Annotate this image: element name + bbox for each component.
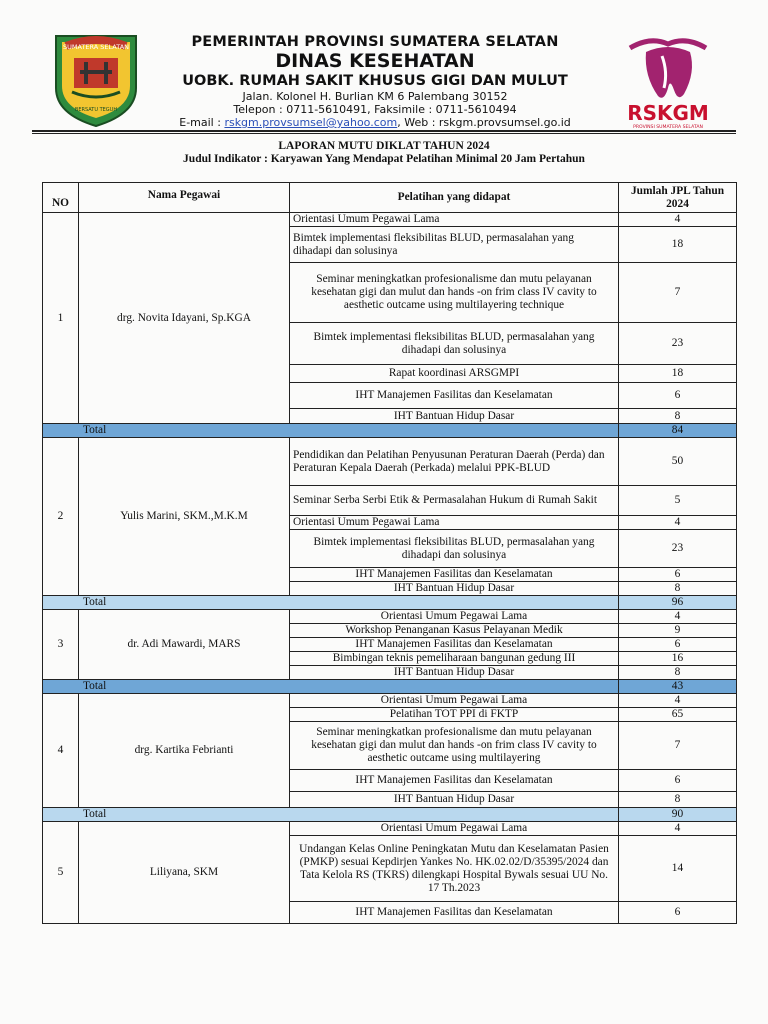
total-value: 43 bbox=[619, 680, 737, 694]
table-row bbox=[43, 438, 737, 486]
row-number: 5 bbox=[43, 822, 79, 924]
training-cell: IHT Manajemen Fasilitas dan Keselamatan bbox=[290, 902, 619, 924]
training-cell: Bimtek implementasi fleksibilitas BLUD, permasalahan yang dihadapi dan solusinya bbox=[290, 323, 619, 365]
hours-cell: 8 bbox=[619, 582, 737, 596]
agency-name: DINAS KESEHATAN bbox=[275, 50, 475, 72]
hours-cell: 6 bbox=[619, 902, 737, 924]
training-cell: Workshop Penanganan Kasus Pelayanan Medik bbox=[290, 624, 619, 638]
hours-cell: 6 bbox=[619, 638, 737, 652]
hours-cell: 65 bbox=[619, 708, 737, 722]
hours-cell: 4 bbox=[619, 213, 737, 227]
total-value: 90 bbox=[619, 808, 737, 822]
row-number: 3 bbox=[43, 610, 79, 680]
training-cell: IHT Manajemen Fasilitas dan Keselamatan bbox=[290, 383, 619, 409]
hours-cell: 8 bbox=[619, 409, 737, 424]
rskgm-subtext: PROVINSI SUMATERA SELATAN bbox=[633, 125, 703, 130]
table-row bbox=[43, 610, 737, 624]
training-cell: Bimbingan teknis pemeliharaan bangunan gedung III bbox=[290, 652, 619, 666]
total-row bbox=[43, 424, 737, 438]
col-header-no: NO bbox=[43, 183, 79, 213]
phone-fax: Telepon : 0711-5610491, Faksimile : 0711-5610494 bbox=[233, 103, 517, 116]
col-header-name: Nama Pegawai bbox=[79, 183, 290, 213]
hours-cell: 23 bbox=[619, 323, 737, 365]
training-cell: IHT Bantuan Hidup Dasar bbox=[290, 792, 619, 808]
contact-line bbox=[110, 116, 640, 129]
training-cell: Seminar Serba Serbi Etik & Permasalahan Hukum di Rumah Sakit bbox=[290, 486, 619, 516]
rskgm-logo-icon bbox=[610, 32, 728, 130]
employee-name: Yulis Marini, SKM.,M.K.M bbox=[79, 438, 290, 596]
hours-cell: 9 bbox=[619, 624, 737, 638]
col-header-training: Pelatihan yang didapat bbox=[290, 183, 619, 213]
training-cell: IHT Bantuan Hidup Dasar bbox=[290, 409, 619, 424]
training-cell: IHT Bantuan Hidup Dasar bbox=[290, 666, 619, 680]
training-cell: IHT Manajemen Fasilitas dan Keselamatan bbox=[290, 638, 619, 652]
hours-cell: 6 bbox=[619, 568, 737, 582]
training-cell: Seminar meningkatkan profesionalisme dan mutu pelayanan kesehatan gigi dan mulut dan hands -on frim class IV cavity to aesthetic outcame using multilayering technique bbox=[290, 263, 619, 323]
hours-cell: 4 bbox=[619, 694, 737, 708]
rskgm-wordmark: RSKGM bbox=[627, 101, 709, 125]
total-value: 96 bbox=[619, 596, 737, 610]
hours-cell: 7 bbox=[619, 263, 737, 323]
hours-cell: 6 bbox=[619, 383, 737, 409]
hours-cell: 7 bbox=[619, 722, 737, 770]
col-header-hours: Jumlah JPL Tahun 2024 bbox=[619, 183, 737, 213]
email-link[interactable]: rskgm.provsumsel@yahoo.com bbox=[224, 116, 398, 129]
report-title: LAPORAN MUTU DIKLAT TAHUN 2024 bbox=[278, 140, 490, 152]
training-cell: Bimtek implementasi fleksibilitas BLUD, permasalahan yang dihadapi dan solusinya bbox=[290, 227, 619, 263]
training-cell: Pelatihan TOT PPI di FKTP bbox=[290, 708, 619, 722]
hours-cell: 14 bbox=[619, 836, 737, 902]
row-number: 4 bbox=[43, 694, 79, 808]
training-cell: IHT Manajemen Fasilitas dan Keselamatan bbox=[290, 568, 619, 582]
training-cell: IHT Bantuan Hidup Dasar bbox=[290, 582, 619, 596]
training-cell: Pendidikan dan Pelatihan Penyusunan Peraturan Daerah (Perda) dan Peraturan Kepala Daerah (Perkada) melalui PPK-BLUD bbox=[290, 438, 619, 486]
training-cell: IHT Manajemen Fasilitas dan Keselamatan bbox=[290, 770, 619, 792]
hours-cell: 6 bbox=[619, 770, 737, 792]
training-table bbox=[42, 182, 737, 924]
report-heading bbox=[0, 140, 768, 166]
hours-cell: 18 bbox=[619, 365, 737, 383]
table-row bbox=[43, 213, 737, 227]
training-cell: Undangan Kelas Online Peningkatan Mutu dan Keselamatan Pasien (PMKP) sesuai Kepdirjen Yankes No. HK.02.02/D/35395/2024 dan Tata Kelola RS (TKRS) dilengkapi Hospital Bywals sesuai UU No. 17 Th.2023 bbox=[290, 836, 619, 902]
government-name: PEMERINTAH PROVINSI SUMATERA SELATAN bbox=[191, 34, 559, 50]
training-cell: Orientasi Umum Pegawai Lama bbox=[290, 516, 619, 530]
emblem-ribbon-text: BERSATU TEGUH bbox=[74, 107, 118, 113]
total-row bbox=[43, 596, 737, 610]
header-divider-thin bbox=[32, 133, 736, 134]
training-cell: Bimtek implementasi fleksibilitas BLUD, permasalahan yang dihadapi dan solusinya bbox=[290, 530, 619, 568]
hospital-name: UOBK. RUMAH SAKIT KHUSUS GIGI DAN MULUT bbox=[182, 73, 568, 89]
hours-cell: 4 bbox=[619, 610, 737, 624]
total-row bbox=[43, 680, 737, 694]
total-value: 84 bbox=[619, 424, 737, 438]
training-cell: Orientasi Umum Pegawai Lama bbox=[290, 822, 619, 836]
hours-cell: 8 bbox=[619, 792, 737, 808]
website: , Web : rskgm.provsumsel.go.id bbox=[397, 116, 571, 129]
employee-name: dr. Adi Mawardi, MARS bbox=[79, 610, 290, 680]
hours-cell: 4 bbox=[619, 516, 737, 530]
training-cell: Rapat koordinasi ARSGMPI bbox=[290, 365, 619, 383]
email-label: E-mail : bbox=[179, 116, 225, 129]
report-subtitle: Judul Indikator : Karyawan Yang Mendapat Pelatihan Minimal 20 Jam Pertahun bbox=[183, 153, 585, 165]
hours-cell: 50 bbox=[619, 438, 737, 486]
employee-name: Liliyana, SKM bbox=[79, 822, 290, 924]
hours-cell: 4 bbox=[619, 822, 737, 836]
total-label: Total bbox=[43, 680, 619, 694]
row-number: 2 bbox=[43, 438, 79, 596]
employee-name: drg. Kartika Febrianti bbox=[79, 694, 290, 808]
emblem-text: SUMATERA SELATAN bbox=[63, 43, 129, 51]
total-label: Total bbox=[43, 596, 619, 610]
row-number: 1 bbox=[43, 213, 79, 424]
training-cell: Orientasi Umum Pegawai Lama bbox=[290, 610, 619, 624]
total-row bbox=[43, 808, 737, 822]
training-cell: Orientasi Umum Pegawai Lama bbox=[290, 213, 619, 227]
training-cell: Seminar meningkatkan profesionalisme dan mutu pelayanan kesehatan gigi dan mulut dan hands -on frim class IV cavity to aesthetic outcame using multilayering bbox=[290, 722, 619, 770]
table-row bbox=[43, 822, 737, 836]
table-row bbox=[43, 694, 737, 708]
total-label: Total bbox=[43, 424, 619, 438]
hours-cell: 5 bbox=[619, 486, 737, 516]
hours-cell: 8 bbox=[619, 666, 737, 680]
header-divider bbox=[32, 130, 736, 132]
hours-cell: 16 bbox=[619, 652, 737, 666]
employee-name: drg. Novita Idayani, Sp.KGA bbox=[79, 213, 290, 424]
hours-cell: 23 bbox=[619, 530, 737, 568]
hours-cell: 18 bbox=[619, 227, 737, 263]
sumatera-selatan-emblem-icon bbox=[50, 30, 142, 128]
table-header-row bbox=[43, 183, 737, 213]
address: Jalan. Kolonel H. Burlian KM 6 Palembang 30152 bbox=[242, 90, 508, 103]
letterhead bbox=[150, 34, 600, 129]
training-cell: Orientasi Umum Pegawai Lama bbox=[290, 694, 619, 708]
total-label: Total bbox=[43, 808, 619, 822]
